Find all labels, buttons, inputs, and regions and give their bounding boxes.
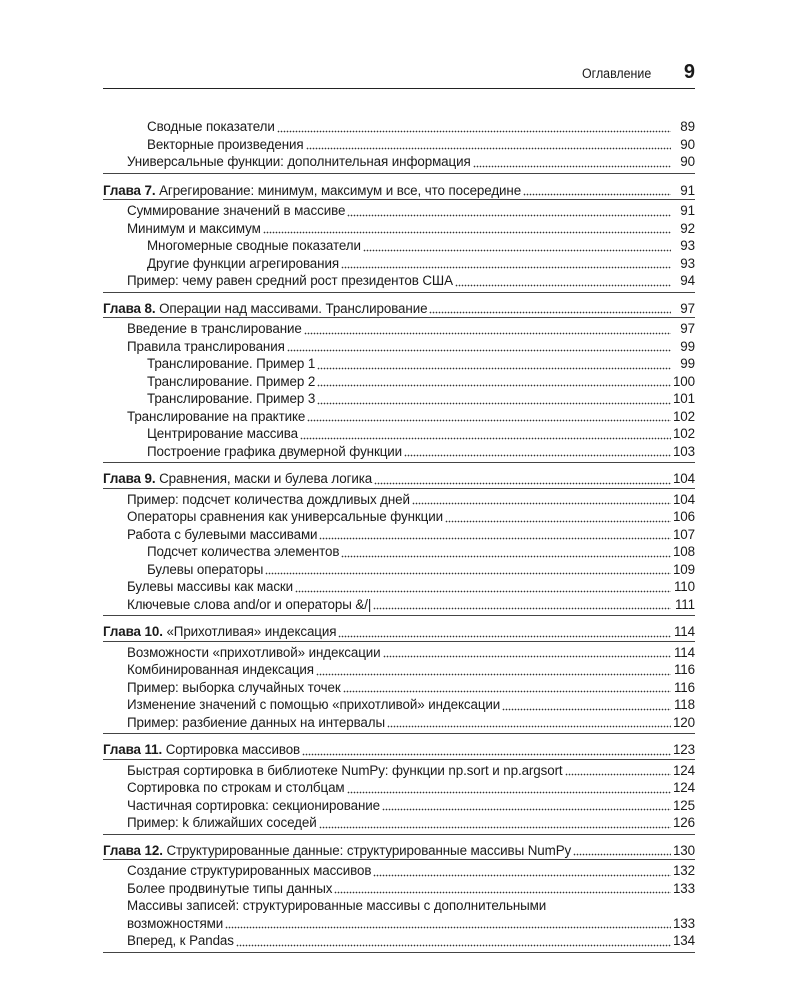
toc-entry-title: Булевы массивы как маски (127, 579, 294, 594)
dot-leader (236, 935, 671, 947)
chapter-block (103, 182, 695, 293)
toc-entry[interactable] (103, 862, 695, 880)
toc-entry-page: 120 (672, 714, 695, 730)
toc-entry-page: 101 (672, 391, 695, 406)
toc-entry-page: 104 (672, 491, 695, 507)
toc-entry-page: 108 (672, 544, 695, 559)
toc-entry-page: 99 (680, 356, 695, 371)
toc-entry[interactable] (103, 373, 695, 391)
dot-leader (304, 323, 671, 335)
dot-leader (317, 393, 671, 405)
toc-entry-page: 133 (672, 915, 695, 931)
dot-leader (317, 375, 671, 387)
toc-entry-page: 109 (672, 561, 695, 577)
toc-entry-page: 90 (680, 154, 695, 169)
dot-leader (347, 205, 671, 217)
toc-entry-title: Работа с булевыми массивами (127, 526, 318, 542)
toc-entry-title: Операторы сравнения как универсальные функции (127, 509, 443, 524)
toc-entry[interactable] (103, 408, 695, 426)
toc-entry[interactable] (103, 679, 695, 697)
dot-leader (445, 511, 671, 523)
chapter-page: 130 (672, 842, 695, 858)
toc-entry-page: 134 (672, 933, 695, 948)
toc-entry-title: Введение в транслирование (127, 321, 302, 336)
toc-entry[interactable] (103, 220, 695, 238)
toc-entry-title: Другие функции агрегирования (147, 255, 339, 271)
toc-entry-title: Пример: подсчет количества дождливых дней (127, 491, 410, 507)
chapter-page: 97 (680, 300, 695, 316)
dot-leader (317, 358, 671, 370)
toc-entry-title: Подсчет количества элементов (147, 544, 340, 559)
toc-entry[interactable] (103, 136, 695, 154)
chapter-block (103, 842, 695, 953)
toc-entry-title: Суммирование значений в массиве (127, 203, 346, 218)
dot-leader (373, 865, 671, 877)
chapter-heading[interactable] (103, 623, 695, 642)
toc-entry[interactable] (103, 355, 695, 373)
toc-entry-title: Ключевые слова and/or и операторы &/| (127, 596, 372, 612)
dot-leader (334, 882, 671, 894)
dot-leader (341, 257, 671, 269)
table-of-contents (103, 118, 695, 960)
dot-leader (343, 681, 671, 693)
toc-entry[interactable] (103, 272, 695, 290)
toc-entry-page: 106 (672, 509, 695, 524)
toc-entry-title: Транслирование. Пример 3 (147, 391, 316, 406)
toc-entry[interactable] (103, 320, 695, 338)
toc-entry-title: Сортировка по строкам и столбцам (127, 780, 345, 795)
dot-leader (573, 844, 671, 856)
dot-leader (455, 275, 671, 287)
toc-entry-title: Возможности «прихотливой» индексации (127, 644, 381, 660)
toc-entry-page: 124 (672, 780, 695, 795)
toc-entry-title: Вперед, к Pandas (127, 933, 234, 948)
toc-entry-title: Правила транслирования (127, 338, 285, 354)
toc-entry-title: Пример: чему равен средний рост президентов США (127, 273, 453, 288)
toc-entry-title: Транслирование. Пример 2 (147, 373, 316, 389)
chapter-block (103, 470, 695, 616)
dot-leader (382, 799, 671, 811)
header-title: Оглавление (581, 66, 651, 81)
toc-entry[interactable] (103, 202, 695, 220)
dot-leader (265, 563, 671, 575)
chapter-title (103, 300, 427, 318)
dot-leader (306, 138, 671, 150)
toc-entry-title: Более продвинутые типы данных (127, 880, 333, 896)
chapter-page: 114 (673, 624, 695, 639)
toc-entry-title: Сводные показатели (147, 119, 275, 134)
dot-leader (319, 817, 671, 829)
toc-entry-title: Построение графика двумерной функции (147, 443, 403, 459)
chapter-title (103, 623, 336, 641)
toc-entry-page: 107 (672, 526, 695, 542)
toc-entry[interactable] (103, 153, 695, 171)
dot-leader (287, 340, 671, 352)
dot-leader (429, 302, 671, 314)
dot-leader (473, 156, 671, 168)
toc-entry[interactable] (103, 443, 695, 461)
chapter-page: 91 (680, 182, 695, 198)
toc-entry[interactable] (103, 779, 695, 797)
toc-entry-page: 126 (672, 815, 695, 830)
chapter-label: Глава 11. (103, 742, 163, 757)
chapter-page: 104 (672, 471, 695, 486)
toc-entry[interactable] (103, 237, 695, 255)
chapter-label: Глава 12. (103, 842, 163, 858)
chapter-label: Глава 10. (103, 624, 163, 639)
toc-entry-page: 94 (680, 273, 695, 288)
toc-entry[interactable] (103, 797, 695, 815)
toc-entry-page: 110 (673, 579, 695, 594)
toc-entry-title: Многомерные сводные показатели (147, 238, 361, 253)
toc-entry[interactable] (103, 696, 695, 714)
dot-leader (302, 744, 671, 756)
section-divider (103, 173, 695, 174)
chapter-page: 123 (672, 742, 695, 757)
toc-entry[interactable] (103, 491, 695, 509)
dot-leader (565, 764, 671, 776)
dot-leader (404, 445, 671, 457)
toc-entry-page: 100 (672, 373, 695, 389)
toc-entry-title: Центрирование массива (147, 426, 298, 441)
toc-entry-page: 124 (672, 762, 695, 778)
toc-entry-title: возможностями (127, 915, 224, 931)
toc-entry-page: 116 (673, 679, 695, 695)
toc-entry-page: 133 (672, 880, 695, 896)
toc-entry-title: Пример: разбиение данных на интервалы (127, 714, 386, 730)
toc-entry-title: Универсальные функции: дополнительная информация (127, 154, 471, 169)
chapter-heading[interactable] (103, 300, 695, 319)
toc-entry-page: 93 (680, 238, 695, 253)
toc-entry[interactable] (103, 714, 695, 732)
toc-entry-page: 116 (673, 662, 695, 677)
toc-entry[interactable] (103, 880, 695, 898)
toc-entry[interactable] (103, 644, 695, 662)
chapter-heading[interactable] (103, 470, 695, 489)
toc-entry[interactable] (103, 255, 695, 273)
dot-leader (383, 646, 671, 658)
toc-entry-title: Пример: k ближайших соседей (127, 815, 317, 830)
toc-entry[interactable] (103, 543, 695, 561)
toc-entry[interactable] (103, 390, 695, 408)
chapter-heading[interactable] (103, 182, 695, 201)
chapter-title-text: Агрегирование: минимум, максимум и все, что посередине (159, 182, 522, 198)
toc-entry[interactable] (103, 425, 695, 443)
toc-entry[interactable] (103, 118, 695, 136)
toc-entry[interactable] (103, 932, 695, 950)
toc-entry-title: Булевы операторы (147, 561, 264, 577)
toc-entry[interactable] (103, 578, 695, 596)
toc-entry[interactable] (103, 897, 695, 915)
chapter-label: Глава 7. (103, 182, 156, 198)
chapter-title (103, 842, 571, 860)
toc-entry-title: Транслирование. Пример 1 (147, 356, 316, 371)
toc-entry-page: 103 (672, 443, 695, 459)
dot-leader (300, 428, 671, 440)
toc-entry-page: 90 (680, 136, 695, 152)
chapter-title (103, 182, 521, 200)
toc-entry-title: Векторные произведения (147, 136, 304, 152)
dot-leader (307, 410, 671, 422)
chapter-block (103, 741, 695, 835)
dot-leader (412, 493, 671, 505)
toc-entry-page: 114 (673, 644, 695, 660)
dot-leader (387, 716, 671, 728)
toc-entry-page: 97 (680, 321, 695, 336)
toc-entry[interactable] (103, 526, 695, 544)
toc-entry-page: 125 (672, 797, 695, 813)
dot-leader (347, 782, 671, 794)
toc-entry[interactable] (103, 915, 695, 933)
toc-entry-title: Создание структурированных массивов (127, 863, 372, 878)
toc-entry-page: 102 (672, 408, 695, 424)
dot-leader (374, 473, 671, 485)
chapter-heading[interactable] (103, 842, 695, 861)
dot-leader (363, 240, 671, 252)
toc-entry-title: Изменение значений с помощью «прихотливой» индексации (127, 697, 501, 712)
chapter-label: Глава 8. (103, 300, 156, 316)
toc-entry-title: Массивы записей: структурированные массивы с дополнительными (127, 898, 547, 913)
toc-entry[interactable] (103, 814, 695, 832)
dot-leader (316, 664, 671, 676)
toc-entry-page: 111 (674, 596, 695, 612)
chapter-title-text: Структурированные данные: структурированные массивы NumPy (166, 842, 572, 858)
dot-leader (263, 222, 671, 234)
toc-entry-page: 93 (680, 255, 695, 271)
dot-leader (373, 598, 671, 610)
dot-leader (523, 184, 671, 196)
dot-leader (338, 626, 671, 638)
toc-entry-title: Пример: выборка случайных точек (127, 679, 341, 695)
toc-entry[interactable] (103, 338, 695, 356)
chapter-block (103, 623, 695, 734)
toc-entry[interactable] (103, 508, 695, 526)
chapter-title (103, 470, 372, 488)
toc-entry-page: 132 (672, 863, 695, 878)
chapter-heading[interactable] (103, 741, 695, 760)
toc-entry[interactable] (103, 661, 695, 679)
toc-entry-page: 89 (680, 119, 695, 134)
toc-entry-title: Минимум и максимум (127, 220, 261, 236)
toc-entry-title: Частичная сортировка: секционирование (127, 797, 380, 813)
toc-entry-title: Комбинированная индексация (127, 662, 314, 677)
dot-leader (502, 699, 671, 711)
running-header (103, 62, 695, 89)
chapter-title-text: «Прихотливая» индексация (166, 624, 337, 639)
toc-entry[interactable] (103, 762, 695, 780)
dot-leader (277, 121, 671, 133)
chapter-title-text: Сортировка массивов (165, 742, 301, 757)
dot-leader (319, 528, 671, 540)
chapter-title (103, 741, 300, 759)
chapter-label: Глава 9. (103, 471, 156, 486)
dot-leader (225, 917, 671, 929)
toc-entry-page: 92 (680, 220, 695, 236)
dot-leader (341, 546, 671, 558)
toc-entry[interactable] (103, 561, 695, 579)
toc-entry-page: 118 (673, 697, 695, 712)
toc-entry-title: Быстрая сортировка в библиотеке NumPy: функции np.sort и np.argsort (127, 762, 563, 778)
chapter-block (103, 300, 695, 464)
toc-entry-title: Транслирование на практике (127, 408, 306, 424)
chapter-title-text: Сравнения, маски и булева логика (159, 471, 373, 486)
chapter-title-text: Операции над массивами. Транслирование (159, 300, 428, 316)
dot-leader (295, 581, 671, 593)
toc-entry-page: 102 (672, 426, 695, 441)
toc-entry-page: 99 (680, 338, 695, 354)
page-number: 9 (683, 61, 695, 83)
toc-entry-page: 91 (680, 203, 695, 218)
toc-entry[interactable] (103, 596, 695, 614)
